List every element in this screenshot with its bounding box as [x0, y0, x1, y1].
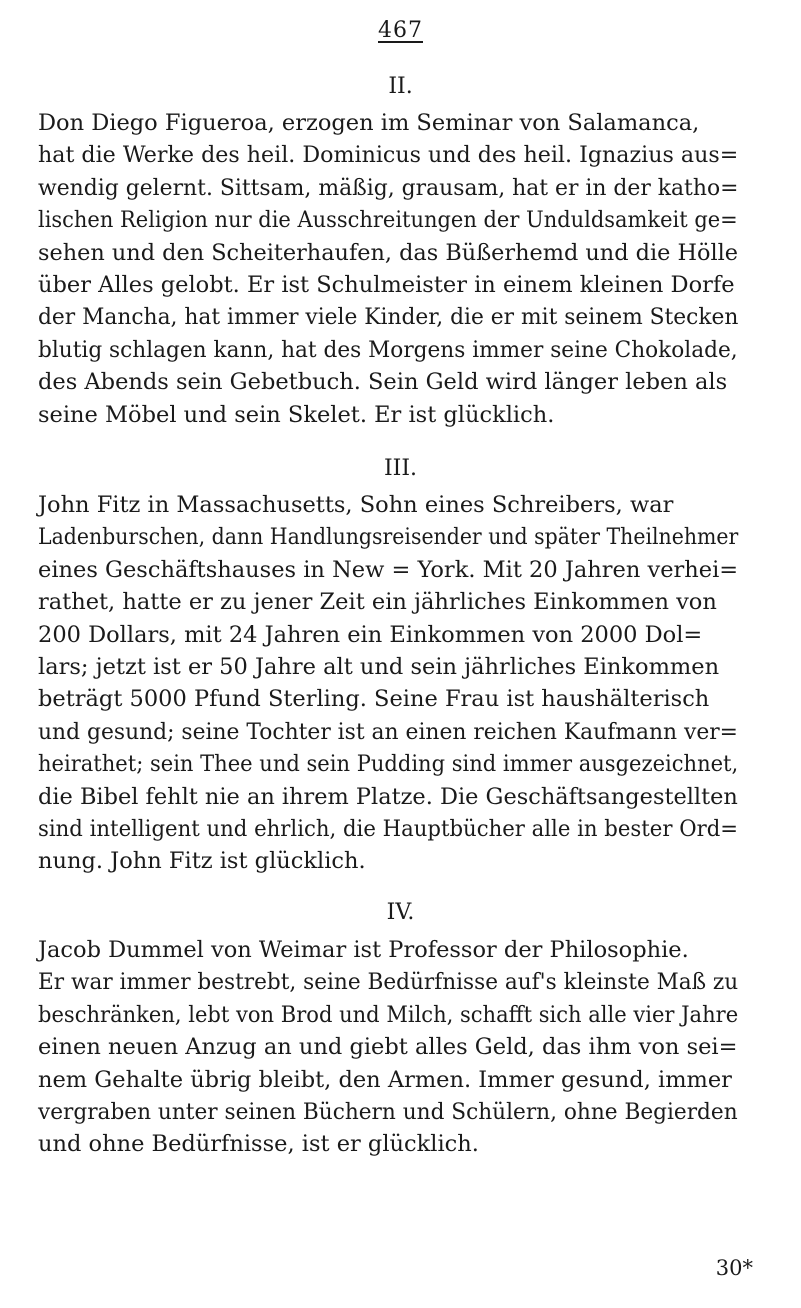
text-line: hat die Werke des heil. Dominicus und des heil. Ignazius aus= — [38, 142, 739, 169]
text-line: nung. John Fitz ist glücklich. — [38, 848, 366, 875]
text-line: John Fitz in Massachusetts, Sohn eines Schreibers, war — [38, 492, 674, 518]
text-line: eines Geschäftshauses in New = York. Mit 20 Jahren verhei= — [38, 556, 739, 583]
section-heading: III. — [383, 456, 418, 481]
text-line: rathet, hatte er zu jener Zeit ein jährliches Einkommen von — [38, 589, 717, 616]
text-line: und gesund; seine Tochter ist an einen reichen Kaufmann ver= — [38, 718, 738, 745]
text-line: seine Möbel und sein Skelet. Er ist glücklich. — [38, 401, 555, 428]
section-heading: II. — [388, 74, 413, 99]
text-line: über Alles gelobt. Er ist Schulmeister in einem kleinen Dorfe — [38, 272, 735, 299]
text-line: Don Diego Figueroa, erzogen im Seminar von Salamanca, — [38, 110, 700, 136]
signature-mark: 30* — [715, 1256, 753, 1280]
text-line: des Abends sein Gebetbuch. Sein Geld wird länger leben als — [38, 369, 728, 396]
text-line: einen neuen Anzug an und giebt alles Geld, das ihm von sei= — [38, 1034, 738, 1061]
text-line: Er war immer bestrebt, seine Bedürfnisse auf's kleinste Maß zu — [38, 969, 739, 996]
text-line: nem Gehalte übrig bleibt, den Armen. Immer gesund, immer — [38, 1066, 732, 1093]
text-line: und ohne Bedürfnisse, ist er glücklich. — [38, 1131, 479, 1158]
text-line: blutig schlagen kann, hat des Morgens immer seine Chokolade, — [38, 336, 738, 363]
page-number: 467 — [378, 18, 423, 43]
text-line: Jacob Dummel von Weimar ist Professor der Philosophie. — [38, 937, 689, 963]
text-line: der Mancha, hat immer viele Kinder, die er mit seinem Stecken — [38, 304, 739, 331]
text-line: beträgt 5000 Pfund Sterling. Seine Frau ist haushälterisch — [38, 686, 710, 713]
text-line: sind intelligent und ehrlich, die Hauptbücher alle in bester Ord= — [38, 816, 739, 843]
text-line: sehen und den Scheiterhaufen, das Büßerhemd und die Hölle — [38, 239, 738, 266]
text-line: die Bibel fehlt nie an ihrem Platze. Die Geschäftsangestellten — [38, 783, 738, 810]
section-text — [38, 107, 738, 431]
section-heading: IV. — [386, 900, 415, 925]
text-line: vergraben unter seinen Büchern und Schülern, ohne Begierden — [38, 1099, 738, 1126]
text-line: lischen Religion nur die Ausschreitungen der Unduldsamkeit ge= — [38, 207, 738, 234]
text-line: 200 Dollars, mit 24 Jahren ein Einkommen von 2000 Dol= — [38, 621, 703, 648]
text-line: Ladenburschen, dann Handlungsreisender und später Theilnehmer — [38, 524, 739, 551]
text-line: wendig gelernt. Sittsam, mäßig, grausam, hat er in der katho= — [38, 174, 739, 201]
section-text — [38, 489, 738, 878]
text-line: beschränken, lebt von Brod und Milch, schafft sich alle vier Jahre — [38, 1001, 739, 1028]
text-line: heirathet; sein Thee und sein Pudding sind immer ausgezeichnet, — [38, 751, 739, 778]
text-line: lars; jetzt ist er 50 Jahre alt und sein jährliches Einkommen — [38, 654, 720, 681]
section-text — [38, 934, 738, 1161]
